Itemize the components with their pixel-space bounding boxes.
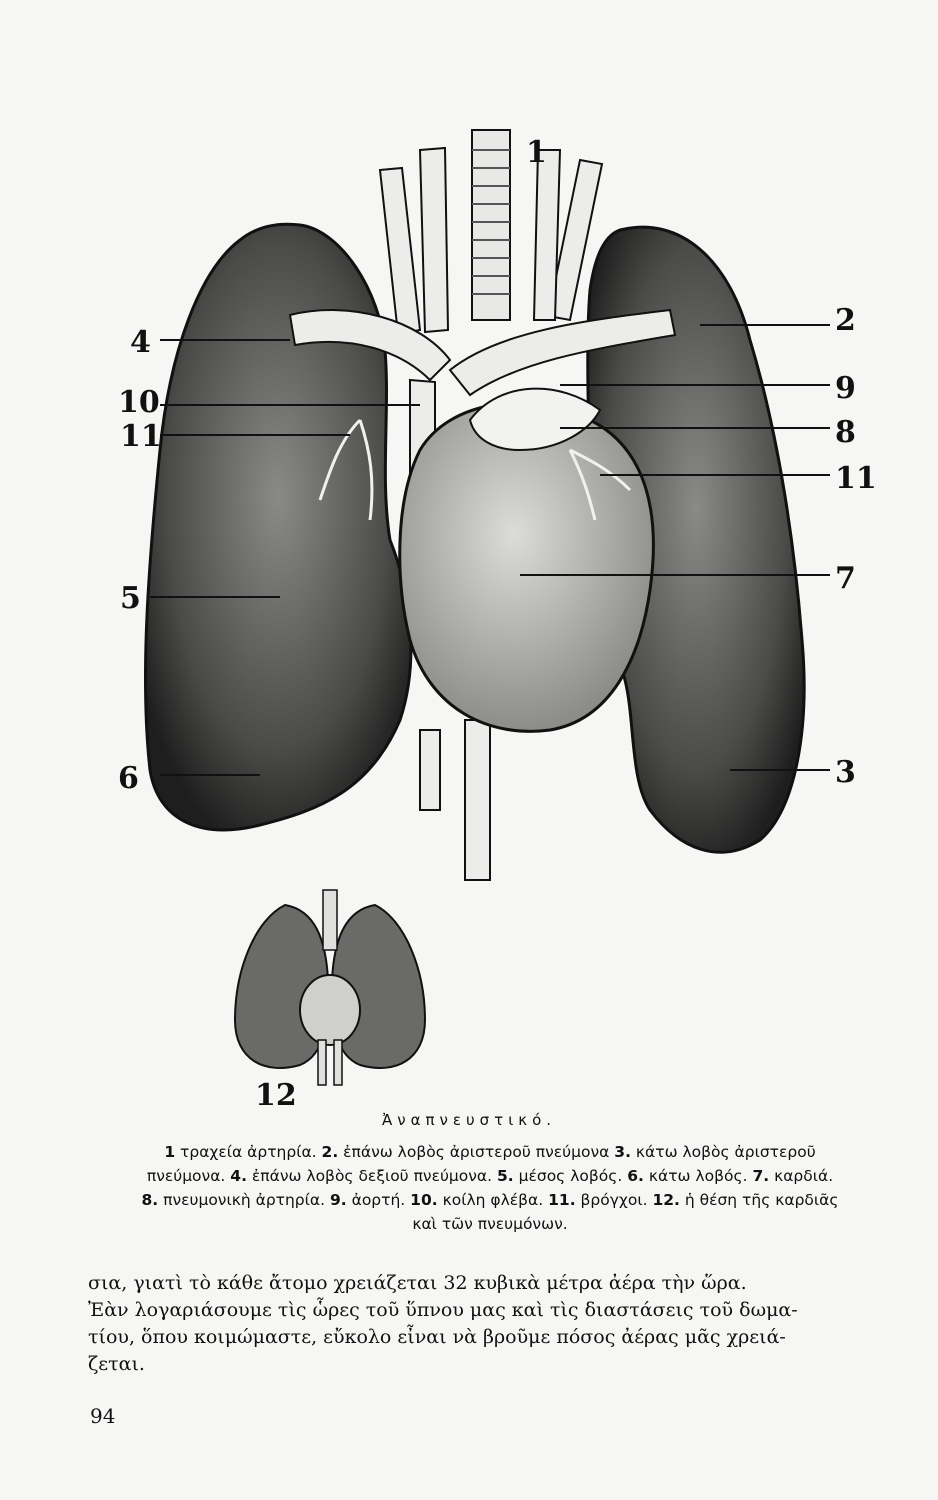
caption-num-6: 6. bbox=[627, 1167, 644, 1185]
body-paragraph bbox=[88, 1270, 878, 1378]
label-5: 5 bbox=[120, 581, 141, 616]
caption-text-6: κάτω λοβός. bbox=[648, 1167, 748, 1185]
caption-text-7: καρδιά. bbox=[774, 1167, 834, 1185]
caption-num-4: 4. bbox=[230, 1167, 247, 1185]
label-11-right: 11 bbox=[835, 461, 877, 496]
label-11-left: 11 bbox=[120, 419, 162, 454]
caption-text-5: μέσος λοβός. bbox=[518, 1167, 623, 1185]
trachea bbox=[472, 130, 510, 320]
caption-num-2: 2. bbox=[321, 1143, 339, 1161]
caption-num-9: 9. bbox=[329, 1191, 347, 1209]
caption-num-5: 5. bbox=[497, 1167, 514, 1185]
label-2: 2 bbox=[835, 303, 856, 338]
respiratory-system-illustration bbox=[90, 120, 880, 1120]
label-9: 9 bbox=[835, 371, 856, 406]
label-1: 1 bbox=[526, 135, 547, 170]
body-line-1: σια, γιατὶ τὸ κάθε ἄτομο χρειάζεται 32 κυβικὰ μέτρα ἀέρα τὴν ὥρα. bbox=[88, 1272, 747, 1294]
caption-text-3: κάτω λοβὸς ἀριστεροῦ πνεύμονα. bbox=[146, 1143, 816, 1185]
caption-text-8: πνευμονικὴ ἀρτηρία. bbox=[163, 1191, 326, 1209]
heart bbox=[400, 403, 654, 731]
caption-num-1: 1 bbox=[164, 1143, 176, 1161]
caption-text-12: ἡ θέση τῆς καρδιᾶς καὶ τῶν πνευμόνων. bbox=[412, 1191, 839, 1233]
caption-num-7: 7. bbox=[752, 1167, 770, 1185]
caption-text-4: ἐπάνω λοβὸς δεξιοῦ πνεύμονα. bbox=[251, 1167, 493, 1185]
caption-num-8: 8. bbox=[141, 1191, 159, 1209]
label-12: 12 bbox=[255, 1078, 297, 1113]
figure-caption bbox=[140, 1140, 840, 1236]
label-8: 8 bbox=[835, 415, 856, 450]
caption-text-1: τραχεία ἀρτηρία. bbox=[180, 1143, 317, 1161]
caption-text-9: ἀορτή. bbox=[351, 1191, 406, 1209]
body-line-2: Ἐὰν λογαριάσουμε τὶς ὧρες τοῦ ὕπνου μας καὶ τὶς διαστάσεις τοῦ δωμα- bbox=[88, 1299, 798, 1321]
caption-num-10: 10. bbox=[410, 1191, 438, 1209]
label-6: 6 bbox=[118, 761, 139, 796]
page-number: 94 bbox=[90, 1404, 116, 1428]
body-line-3: τίου, ὅπου κοιμώμαστε, εὔκολο εἶναι νὰ βροῦμε πόσος ἀέρας μᾶς χρειά- bbox=[88, 1326, 786, 1348]
body-line-4: ζεται. bbox=[88, 1353, 145, 1375]
caption-num-3: 3. bbox=[614, 1143, 631, 1161]
lungs-heart-drawing bbox=[90, 120, 880, 1120]
caption-text-2: ἐπάνω λοβὸς ἀριστεροῦ πνεύμονα bbox=[343, 1143, 610, 1161]
caption-num-12: 12. bbox=[652, 1191, 680, 1209]
figure-title: Ἀναπνευστικό. bbox=[381, 1111, 557, 1129]
inset-heart-lungs-position bbox=[235, 890, 425, 1085]
label-7: 7 bbox=[835, 561, 856, 596]
label-3: 3 bbox=[835, 755, 856, 790]
label-4: 4 bbox=[130, 325, 151, 360]
caption-text-10: κοίλη φλέβα. bbox=[442, 1191, 544, 1209]
caption-num-11: 11. bbox=[548, 1191, 576, 1209]
caption-text-11: βρόγχοι. bbox=[580, 1191, 648, 1209]
label-10: 10 bbox=[118, 385, 160, 420]
